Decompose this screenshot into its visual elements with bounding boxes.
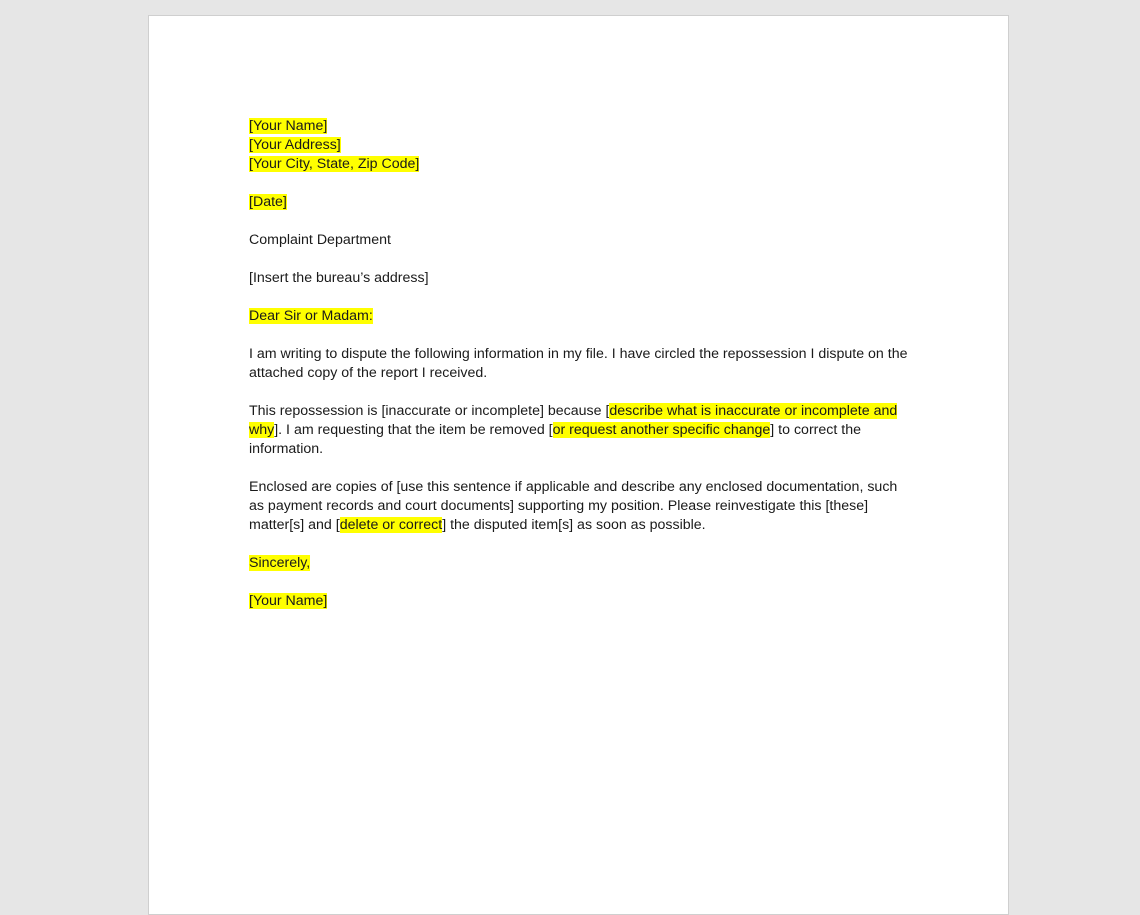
paragraph-2 — [249, 402, 909, 459]
paragraph-3-highlight-1: delete or correct — [339, 517, 443, 533]
signature-text: [Your Name] — [249, 593, 328, 609]
closing-line — [249, 554, 909, 573]
signature-line — [249, 592, 909, 611]
sender-name: [Your Name] — [249, 118, 328, 134]
paragraph-2-part-2: ]. I am requesting that the item be removed [ — [274, 422, 553, 438]
paragraph-3-part-2: ] the disputed item[s] as soon as possible. — [442, 517, 706, 533]
date-line — [249, 193, 909, 212]
paragraph-2-highlight-2: or request another specific change — [552, 422, 771, 438]
date-text: [Date] — [249, 194, 287, 210]
paragraph-2-highlight-1: describe what is inaccurate or incomplete and why — [249, 403, 898, 438]
paragraph-1: I am writing to dispute the following information in my file. I have circled the repossession I dispute on the attached copy of the report I received. — [249, 346, 908, 381]
sender-address: [Your Address] — [249, 137, 341, 153]
document-page — [148, 15, 1009, 915]
sender-city-state-zip: [Your City, State, Zip Code] — [249, 156, 420, 172]
recipient-line: Complaint Department — [249, 232, 391, 248]
salutation-text: Dear Sir or Madam: — [249, 308, 373, 324]
paragraph-3 — [249, 478, 909, 535]
paragraph-2-part-1: This repossession is [inaccurate or incomplete] because [ — [249, 403, 610, 419]
paragraph-3-part-1: Enclosed are copies of [use this sentence if applicable and describe any enclosed documentation, such as payment records and court documents] supporting my position. Please reinvestigate this [these] matter[s] and [ — [249, 479, 898, 533]
letter-body[interactable] — [249, 117, 909, 630]
paragraph-2-part-3: ] to correct the information. — [249, 422, 861, 457]
sender-block — [249, 117, 909, 174]
salutation-line — [249, 307, 909, 326]
recipient-address-line: [Insert the bureau’s address] — [249, 270, 429, 286]
closing-text: Sincerely, — [249, 555, 311, 571]
